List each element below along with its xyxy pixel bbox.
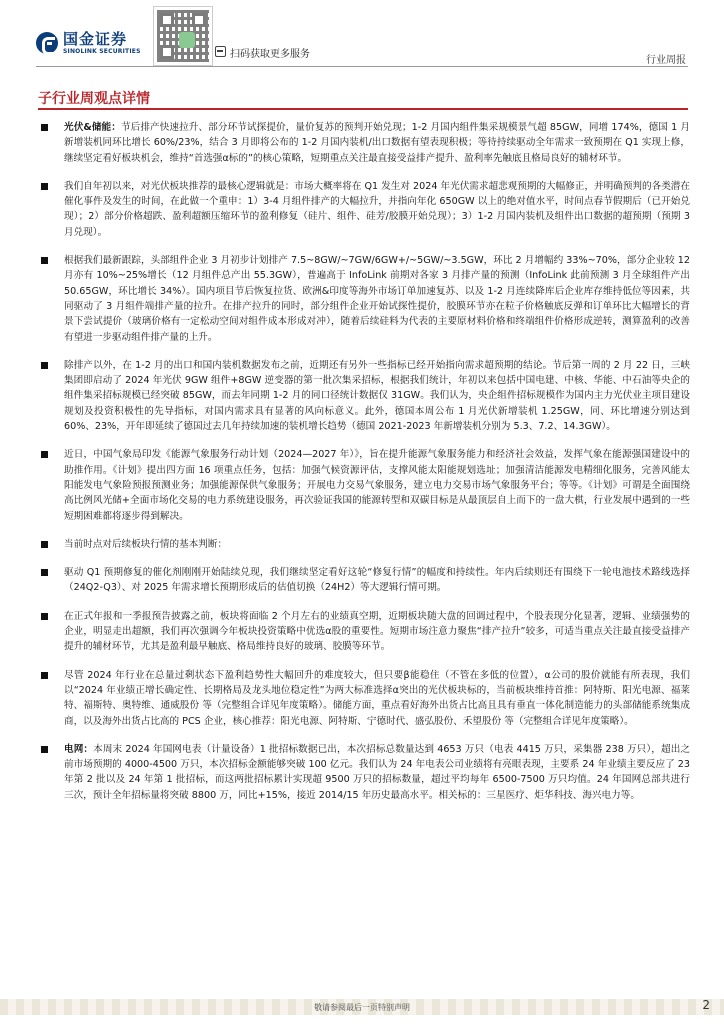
bullet-icon xyxy=(41,569,48,576)
paragraph xyxy=(38,742,690,803)
footer-disclaimer: 敬请参阅最后一页特别声明 xyxy=(314,1003,410,1012)
logo-chinese-name: 国金证券 xyxy=(63,29,128,48)
qr-code[interactable] xyxy=(153,6,213,66)
bullet-icon xyxy=(41,613,48,620)
bullet-icon xyxy=(41,257,48,264)
scan-prompt: 扫码获取更多服务 xyxy=(230,49,310,60)
paragraph-text: 当前时点对后续板块行情的基本判断： xyxy=(64,538,228,550)
paragraph xyxy=(38,537,690,552)
section-divider xyxy=(38,108,688,110)
company-logo xyxy=(36,30,141,56)
paragraph-text: 除排产以外，在 1-2 月的出口和国内装机数据发布之前，近期还有另外一些指标已经开始指向需求超预期的结论。节后第一周的 2 月 22 日，三峡集团即启动了 2024 年光伏 9GW 组件+8GW 逆变器的第一批次集采招标，根据我们统计，年初以来包括中国电建、中核、华能、中石油等央企的组件集采招标规模已经突破 85GW，而去年同期 1-2 月的同口径统计数据仅 31GW。我们认为，央企组件招标规模作为国内主力光伏业主项目建设规划及投资积极性的先导指标，对国内需求具有显著的风向标意义。此外，德国本周公布 1 月光伏新增装机 1.25GW，同、环比增速分别达到 60%、23%，开年即延续了德国过去几年持续加速的装机增长趋势（德国 2021-2023 年新增装机分别为 5.3、7.2、14.3GW）。 xyxy=(64,359,690,433)
logo-english-name: SINOLINK SECURITIES xyxy=(63,47,141,55)
report-type-label: 行业周报 xyxy=(646,55,686,66)
paragraph xyxy=(38,253,690,345)
paragraph xyxy=(38,120,690,166)
paragraph xyxy=(38,179,690,240)
page-number: 2 xyxy=(702,998,710,1012)
paragraph-text: 根据我们最新跟踪，头部组件企业 3 月初步计划排产 7.5~8GW/~7GW/6GW+/~5GW/~3.5GW，环比 2 月增幅约 33%~70%，部分企业较 12 月亦有 10%~25%增长（12 月组件总产出 55.3GW），普遍高于 InfoLink 前期对各家 3 月排产量的预测（InfoLink 此前预测 3 月全球组件产出 50.65GW，环比增长 34%）。国内项目节后恢复拉货、欧洲&印度等海外市场订单加速复苏、以及 1-2 月连续降库后企业库存维持低位等因素，共同驱动了 3 月组件端排产量的拉升。在排产拉升的同时，部分组件企业开始试探性提价，胶膜环节亦在粒子价格触底反弹和订单环比大幅增长的背景下尝试提价（玻璃价格有一定松动空间对组件成本形成对冲），随着后续硅料为代表的主要原材料价格和终端组件价格形成逆转，测算盈利的改善有望进一步驱动组件排产量的上升。 xyxy=(64,255,690,343)
bullet-icon xyxy=(41,124,48,131)
section-title: 子行业周观点详情 xyxy=(38,91,150,107)
paragraph xyxy=(38,668,690,729)
paragraph-lead: 光伏&储能： xyxy=(64,122,121,133)
paragraph-text: 节后排产快速拉升、部分环节试探提价，量价复苏的预判开始兑现；1-2 月国内组件集采规模景气超 85GW，同增 174%，德国 1 月新增装机同环比增长 60%/23%，结合 3 月即将公布的 1-2 月国内装机/出口数据有望表现积极；等待持续驱动全年需求一致预期在 Q1 实现上修，继续坚定看好板块机会，维持“首选强α标的”的核心策略，短期重点关注最直接受益排产提升、盈利率先触底且格局良好的辅材环节。 xyxy=(64,122,690,164)
main-content xyxy=(38,120,690,816)
bullet-icon xyxy=(41,183,48,190)
bullet-icon xyxy=(41,451,48,458)
paragraph xyxy=(38,609,690,655)
wechat-icon xyxy=(179,32,195,48)
paragraph-text: 在正式年报和一季报预告披露之前，板块将面临 2 个月左右的业绩真空期，近期板块随大盘的回调过程中，个股表现分化显著，逻辑、业绩强势的企业，明显走出超额，我们再次强调今年板块投资策略中优选α股的重要性。短期市场注意力聚焦“排产拉升”较多，可适当重点关注最直接受益排产提升的辅材环节，尤其是盈利最早触底、格局维持良好的玻璃、胶膜等环节。 xyxy=(64,610,690,653)
logo-mark-icon xyxy=(36,32,58,54)
bullet-icon xyxy=(41,746,48,753)
scan-icon xyxy=(215,46,226,57)
paragraph-text: 本周末 2024 年国网电表（计量设备）1 批招标数据已出，本次招标总数量达到 4653 万只（电表 4415 万只，采集器 238 万只），超出之前市场预期的 4000-4500 万只，本次招标金额能够突破 100 亿元。我们认为 24 年电表公司业绩将有亮眼表现，主要系 24 年业绩主要反应了 23 年第 2 批以及 24 年第 1 批招标，而这两批招标累计实现超 9500 万只的招标数量，超过平均每年 6500-7500 万只均值。24 年国网总部共进行三次，预计全年招标量将突破 8800 万，同比+15%，接近 2014/15 年历史最高水平。相关标的：三星医疗、炬华科技、海兴电力等。 xyxy=(64,743,690,801)
header-divider xyxy=(36,66,688,67)
paragraph-text: 我们自年初以来，对光伏板块推荐的最核心逻辑就是：市场大概率将在 Q1 发生对 2024 年光伏需求超悲观预期的大幅修正，并明确预判的各类潜在催化事件及发生的时间，在此做一个重申：1）3-4 月组件排产的大幅拉升，并指向年化 650GW 以上的绝对值水平，时间点春节假期后（已开始兑现）；2）部分价格超跌、盈利超额压缩环节的盈利修复（硅片、组件、硅芳/胶膜开始兑现）；3）1-2 月国内装机及组件出口数据的超预期（预期 3 月兑现）。 xyxy=(64,180,690,238)
paragraph-text: 驱动 Q1 预期修复的催化剂刚刚开始陆续兑现，我们继续坚定看好这轮“修复行情”的幅度和持续性。年内后续则还有围绕下一轮电池技术路线选择（24Q2-Q3）、对 2025 年需求增长预期形成后的估值切换（24H2）等大逻辑行情可期。 xyxy=(64,567,690,594)
paragraph xyxy=(38,447,690,523)
bullet-icon xyxy=(41,541,48,548)
bullet-icon xyxy=(41,362,48,369)
paragraph-lead: 电网： xyxy=(64,743,94,755)
paragraph xyxy=(38,358,690,434)
page-header xyxy=(0,0,724,72)
bullet-icon xyxy=(41,672,48,679)
paragraph-text: 近日，中国气象局印发《能源气象服务行动计划（2024—2027 年）》，旨在提升能源气象服务能力和经济社会效益，发挥气象在能源强国建设中的助推作用。《计划》提出四方面 16 项重点任务，包括：加强气候资源评估，支撑风能太阳能规划选址；加强清洁能源发电精细化服务，完善风能太阳能发电气象险预报预测业务；加强能源保供气象服务；开展电力交易气象服务，建立电力交易市场气象服务平台；等等。《计划》可谓是全面围绕高比例风光储+全面市场化交易的电力系统建设服务，再次验证我国的能源转型和双碳目标是从最顶层自上而下的一盘大棋，行业发展中遇到的一些短期困难都将逐步得到解决。 xyxy=(64,449,690,522)
paragraph xyxy=(38,565,690,596)
paragraph-text: 尽管 2024 年行业在总量过剩状态下盈利趋势性大幅回升的难度较大，但只要β能稳住（不管在多低的位置），α公司的股价就能有所表现，我们以“2024 年业绩正增长确定性、长期格局及龙头地位稳定性”为两大标准选择α突出的光伏板块标的，当前板块维持首推：阿特斯、阳光电源、福莱特、福斯特、奥特维、通威股份 等（完整组合详见年度策略）。储能方面，重点看好海外出货占比高且具有垂直一体化制造能力的头部储能系统集成商，以及海外出货占比高的 PCS 企业，核心推荐：阳光电源、阿特斯、宁德时代、盛弘股份、禾望股份 等（完整组合详见年度策略）。 xyxy=(64,669,690,727)
